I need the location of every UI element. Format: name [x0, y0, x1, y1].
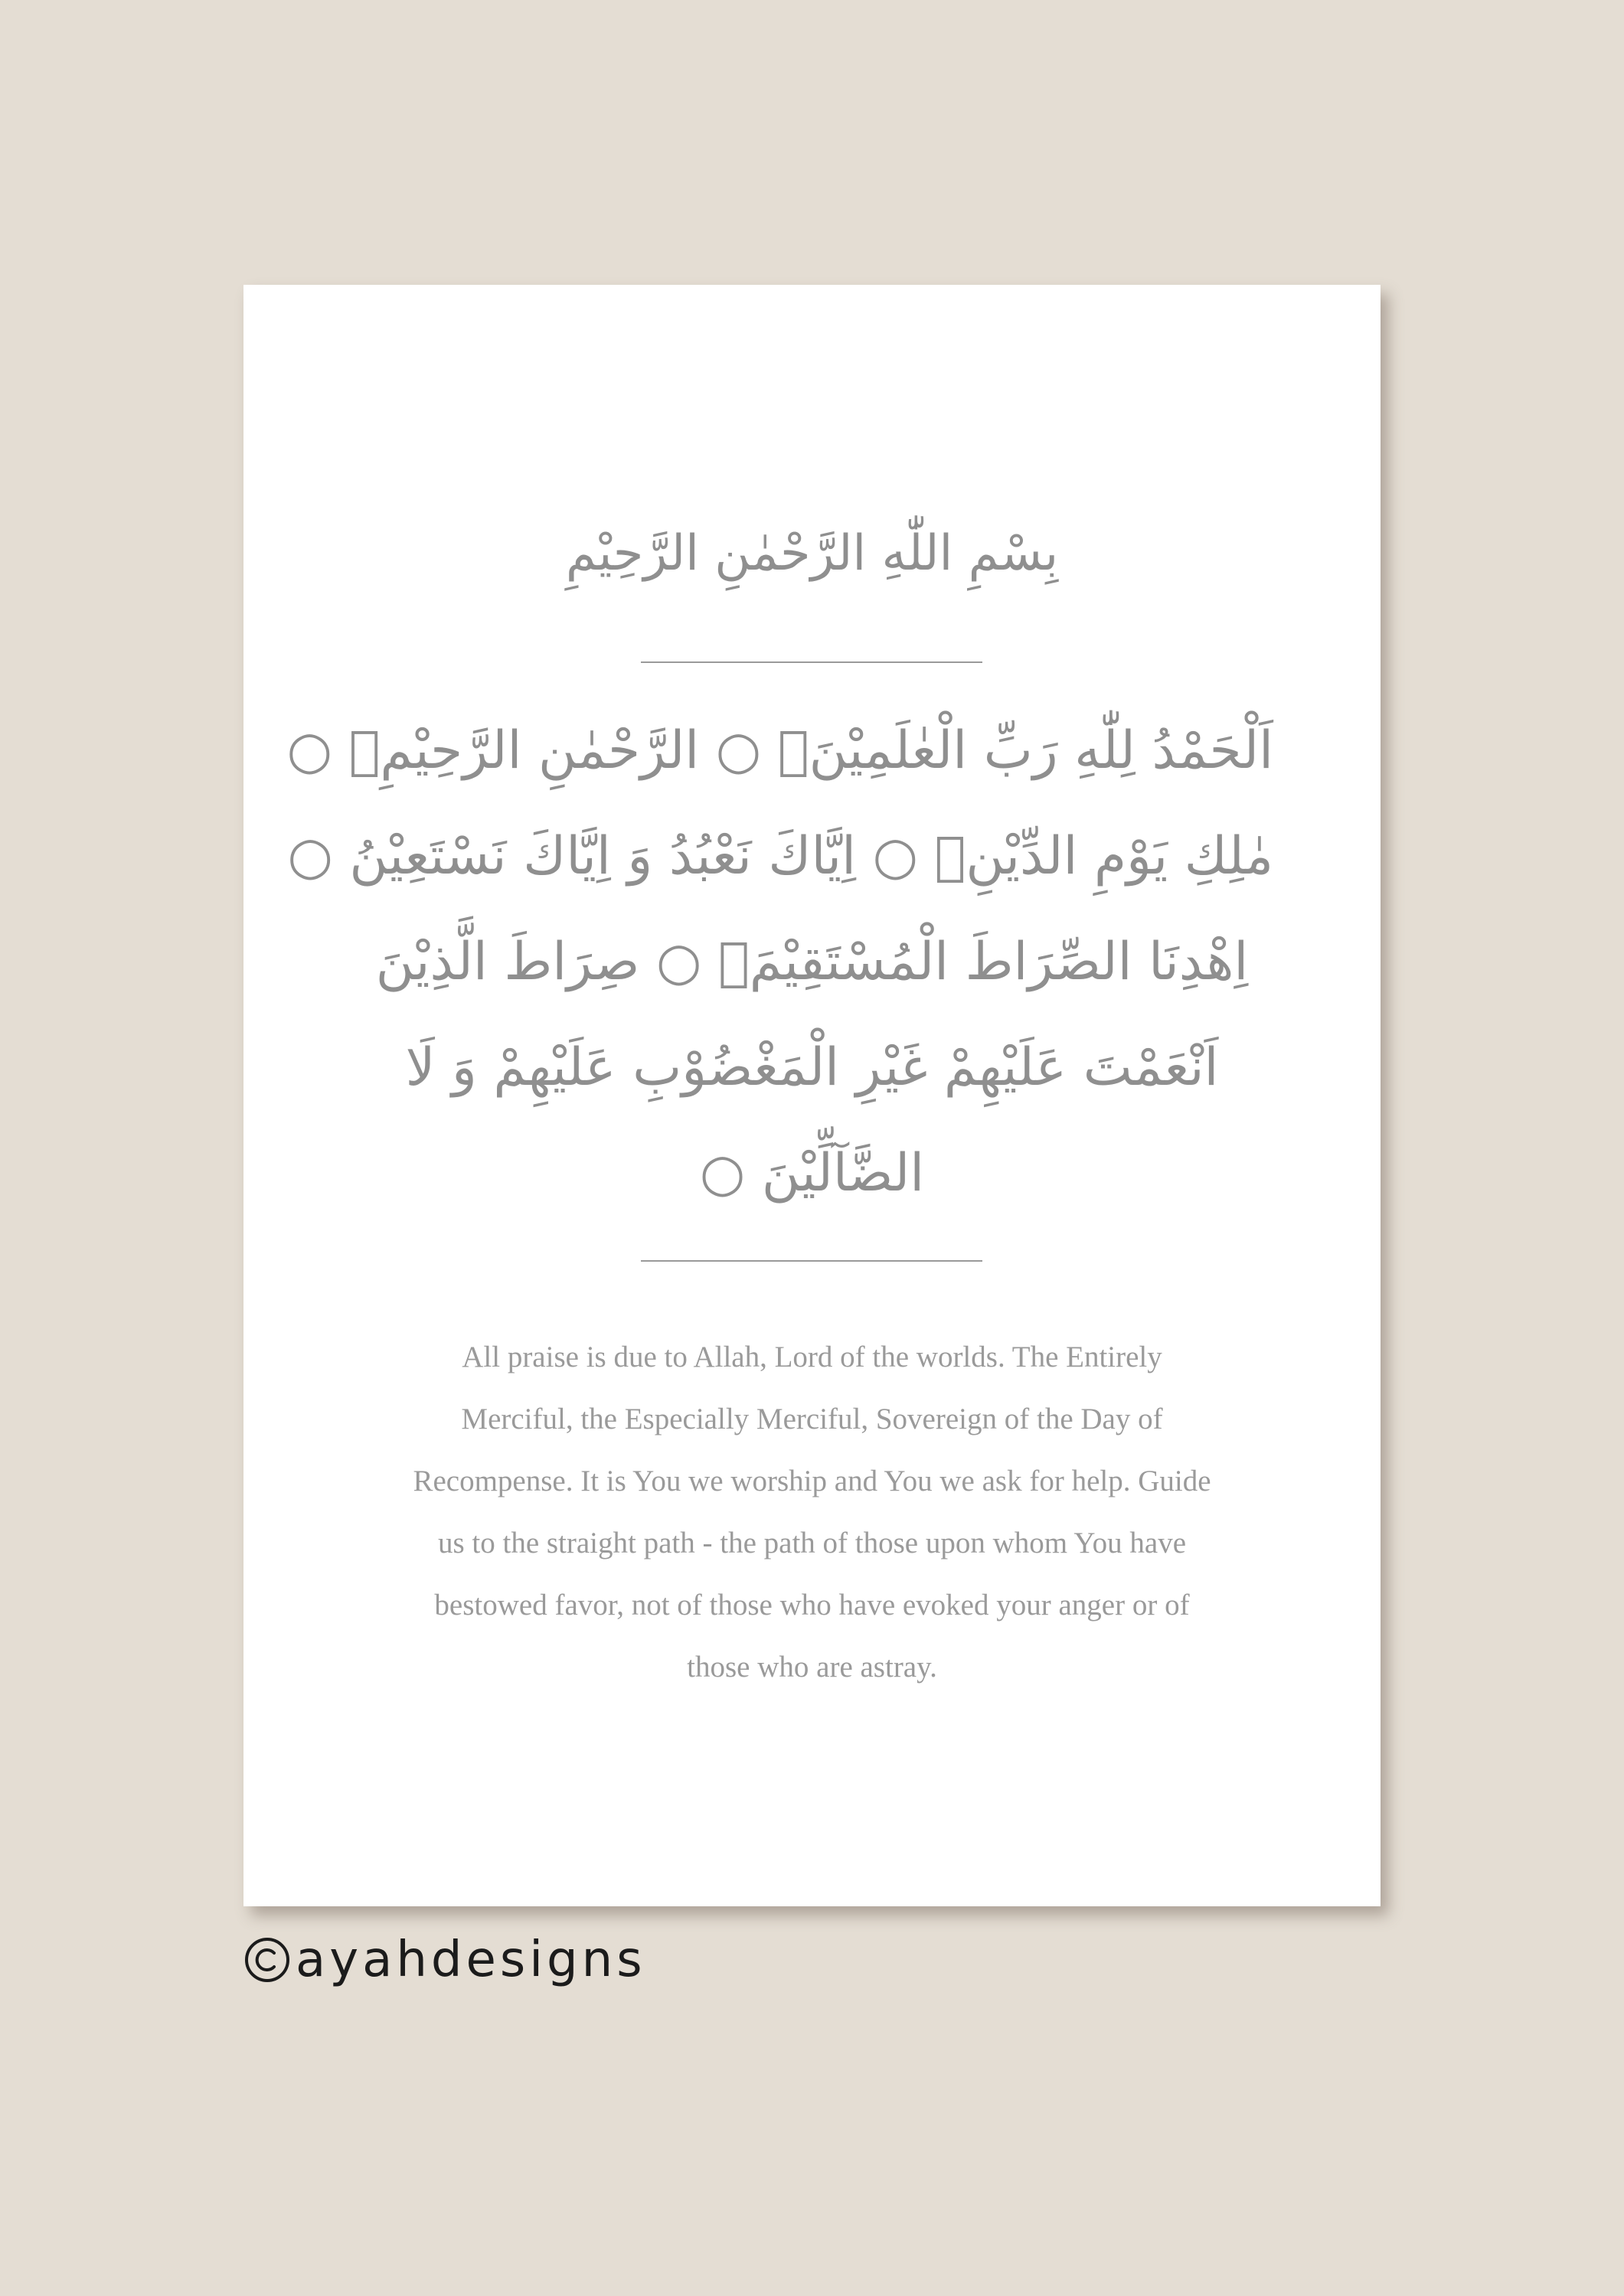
ayah-line: اَلْحَمْدُ لِلّٰهِ رَبِّ الْعٰلَمِيْنَۙ ○ الرَّحْمٰنِ الرَّحِيْمِۙ ○	[286, 720, 1273, 781]
translation-text	[351, 1326, 1273, 1698]
translation-line: those who are astray.	[687, 1651, 937, 1684]
top-divider	[641, 661, 982, 663]
ayah-line: اِهْدِنَا الصِّرَاطَ الْمُسْتَقِيْمَۙ ○ صِرَاطَ الَّذِيْنَ	[375, 932, 1249, 992]
surah-text	[286, 698, 1273, 1204]
basmala-heading: بِسْمِ اللّٰهِ الرَّحْمٰنِ الرَّحِيْمِ	[565, 525, 1059, 582]
translation-line: All praise is due to Allah, Lord of the worlds. The Entirely	[462, 1341, 1162, 1373]
watermark-text: ayahdesigns	[296, 1932, 646, 1988]
ayah-line: اَنْعَمْتَ عَلَيْهِمْ غَيْرِ الْمَغْضُوْبِ عَلَيْهِمْ وَ لَا	[405, 1037, 1219, 1098]
ayah-line: الضَّآلِّيْنَ ○	[699, 1143, 925, 1204]
bottom-divider	[641, 1260, 982, 1262]
copyright-icon	[243, 1936, 291, 1984]
translation-line: us to the straight path - the path of those upon whom You have	[437, 1527, 1187, 1560]
translation-line: Merciful, the Especially Merciful, Sovereign of the Day of	[461, 1403, 1163, 1435]
poster-card	[243, 285, 1381, 1906]
watermark	[243, 1929, 646, 1991]
translation-line: Recompense. It is You we worship and You we ask for help. Guide	[413, 1465, 1211, 1497]
translation-line: bestowed favor, not of those who have evoked your anger or of	[434, 1589, 1190, 1622]
ayah-line: مٰلِكِ يَوْمِ الدِّيْنِۗ ○ اِيَّاكَ نَعْبُدُ وَ اِيَّاكَ نَسْتَعِيْنُ ○	[287, 826, 1273, 887]
